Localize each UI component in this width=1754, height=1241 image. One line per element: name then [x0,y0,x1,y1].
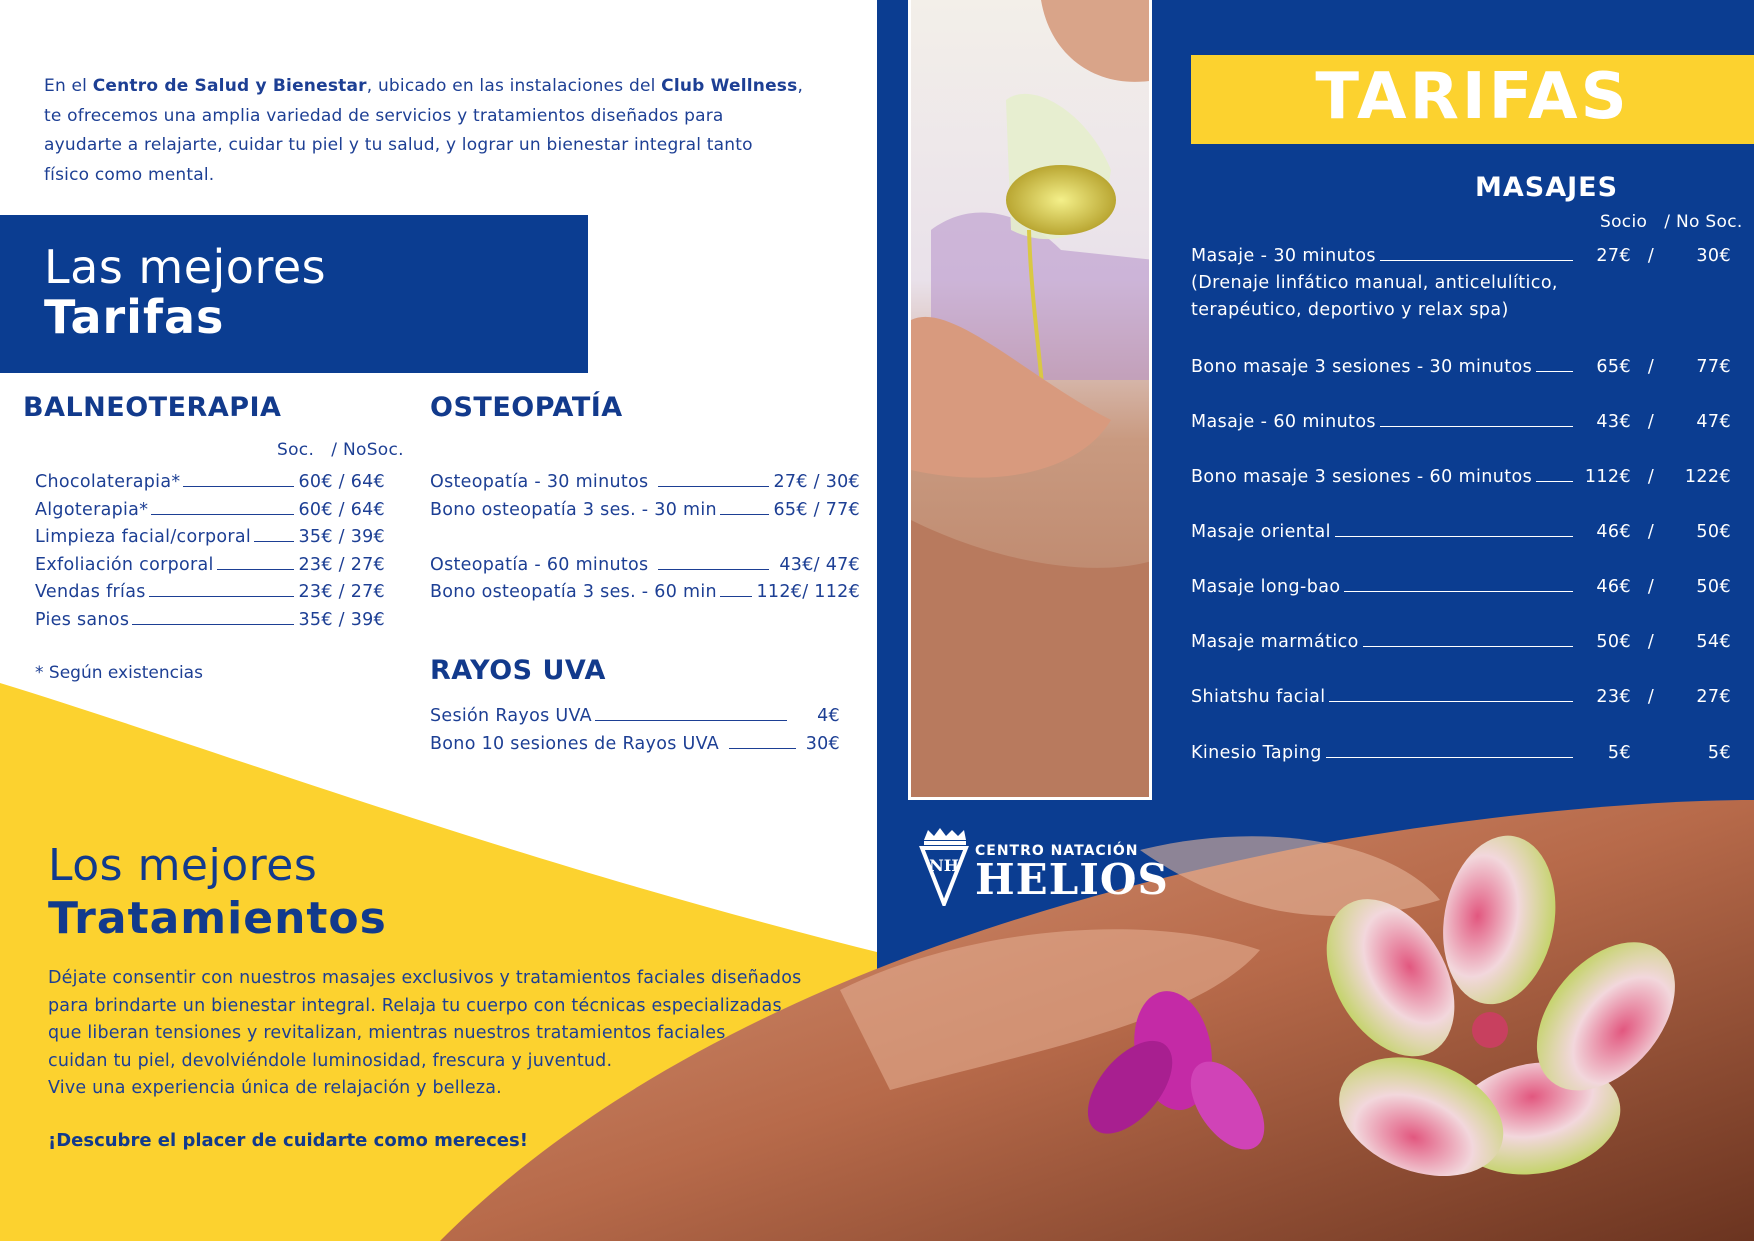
price-separator: / [1647,246,1655,266]
item-price: 43€/ 47€ [779,555,860,575]
item-price: 65€ / 77€ [773,500,860,520]
price-nosocio: 77€ [1696,357,1731,377]
leader-line [658,486,769,487]
item-label: Chocolaterapia* [35,472,181,492]
price-socio: 46€ [1596,577,1631,597]
item-price: 30€ [805,734,840,754]
rayos-uva-title: RAYOS UVA [430,655,606,686]
description-line: (Drenaje linfático manual, anticelulítico, [1191,273,1558,293]
leader-line [132,624,294,625]
best-rates-line1: Las mejores [44,240,327,294]
price-socio: 5€ [1607,743,1631,763]
item-price: 60€ / 64€ [298,500,385,520]
balneoterapia-column-headers: Soc. / NoSoc. [277,440,404,460]
item-price: 60€ / 64€ [298,472,385,492]
item-price: 23€ / 27€ [298,582,385,602]
masaje-item [1191,353,1731,377]
item-label: Masaje marmático [1191,632,1359,652]
item-label: Bono masaje 3 sesiones - 30 minutos [1191,357,1533,377]
price-nosocio: 54€ [1696,632,1731,652]
item-label: Masaje - 60 minutos [1191,412,1376,432]
leader-line [1329,701,1573,702]
price-separator: / [1647,357,1655,377]
intro-line: ayudarte a relajarte, cuidar tu piel y tu salud, y lograr un bienestar integral tanto [44,135,753,155]
leader-line [1363,646,1573,647]
price-socio: 43€ [1596,412,1631,432]
balneoterapia-item [35,496,385,520]
masaje-description [1191,270,1558,324]
price-socio: 46€ [1596,522,1631,542]
price-separator: / [1647,467,1655,487]
osteopatia-item [430,551,860,575]
item-price: 27€ / 30€ [773,472,860,492]
leader-line [149,596,295,597]
leader-line [658,569,769,570]
leader-line [1536,371,1573,372]
price-nosocio: 30€ [1696,246,1731,266]
masaje-item [1191,242,1731,266]
item-label: Pies sanos [35,610,130,630]
item-label: Osteopatía - 60 minutos [430,555,649,575]
treatments-line: Déjate consentir con nuestros masajes exclusivos y tratamientos faciales diseñados [48,968,802,988]
balneoterapia-item [35,578,385,602]
price-nosocio: 47€ [1696,412,1731,432]
tarifas-title: TARIFAS [1315,60,1630,134]
item-price: 112€/ 112€ [756,582,860,602]
price-separator: / [1647,412,1655,432]
item-label: Bono osteopatía 3 ses. - 60 min [430,582,717,602]
balneoterapia-item [35,468,385,492]
osteopatia-item [430,578,860,602]
price-socio: 23€ [1596,687,1631,707]
leader-line [1536,481,1573,482]
price-separator: / [1647,632,1655,652]
crest-monogram: NH [929,856,959,875]
item-price: 4€ [817,706,840,726]
item-label: Vendas frías [35,582,146,602]
masaje-item [1191,628,1731,652]
osteopatia-item [430,496,860,520]
price-socio: 65€ [1596,357,1631,377]
masaje-item [1191,683,1731,707]
leader-line [720,514,770,515]
best-rates-line2: Tarifas [44,290,225,344]
helios-crest-icon [918,826,970,906]
logo-name: HELIOS [975,855,1169,904]
masaje-item [1191,573,1731,597]
masaje-item [1191,518,1731,542]
price-separator: / [1647,687,1655,707]
leader-line [729,748,796,749]
treatments-paragraph [48,965,868,1103]
intro-line: te ofrecemos una amplia variedad de servicios y tratamientos diseñados para [44,105,724,126]
balneoterapia-item [35,523,385,547]
intro-line: físico como mental. [44,164,215,185]
treatments-cta: ¡Descubre el placer de cuidarte como mereces! [48,1130,528,1151]
masaje-item [1191,408,1731,432]
treatments-line: Vive una experiencia única de relajación y belleza. [48,1078,502,1098]
item-label: Bono 10 sesiones de Rayos UVA [430,734,720,754]
masajes-title: MASAJES [1475,172,1619,203]
item-price: 23€ / 27€ [298,555,385,575]
price-separator: / [1647,577,1655,597]
item-label: Kinesio Taping [1191,743,1322,763]
leader-line [595,720,787,721]
osteopatia-title: OSTEOPATÍA [430,392,623,423]
item-price: 35€ / 39€ [298,610,385,630]
intro-bold-club: Club Wellness [661,76,798,96]
treatments-title-line1: Los mejores [48,840,318,891]
item-label: Exfoliación corporal [35,555,214,575]
leader-line [1380,260,1573,261]
leader-line [254,541,294,542]
rayos-uva-item [430,702,840,726]
leader-line [1335,536,1573,537]
masajes-column-headers: Socio / No Soc. [1600,212,1743,232]
price-socio: 112€ [1584,467,1631,487]
balneoterapia-item [35,606,385,630]
item-label: Algoterapia* [35,500,149,520]
item-label: Bono osteopatía 3 ses. - 30 min [430,500,717,520]
logo-subtitle: CENTRO NATACIÓN [975,843,1139,859]
leader-line [1326,757,1573,758]
leader-line [720,596,753,597]
intro-text: En el [44,76,93,96]
item-label: Osteopatía - 30 minutos [430,472,649,492]
masaje-item [1191,463,1731,487]
intro-bold-center: Centro de Salud y Bienestar [92,76,367,96]
treatments-line: para brindarte un bienestar integral. Relaja tu cuerpo con técnicas especializadas [48,995,782,1016]
massage-oil-photo [908,0,1152,800]
availability-note: * Según existencias [35,663,203,683]
leader-line [151,514,294,515]
price-nosocio: 50€ [1696,577,1731,597]
item-label: Masaje oriental [1191,522,1331,542]
item-label: Masaje long-bao [1191,577,1341,597]
price-nosocio: 50€ [1696,522,1731,542]
leader-line [183,486,294,487]
item-price: 35€ / 39€ [298,527,385,547]
item-label: Shiatshu facial [1191,687,1326,707]
item-label: Masaje - 30 minutos [1191,246,1376,266]
price-socio: 27€ [1596,246,1631,266]
intro-text: , [797,76,804,96]
item-label: Bono masaje 3 sesiones - 60 minutos [1191,467,1533,487]
price-nosocio: 122€ [1684,467,1731,487]
item-label: Limpieza facial/corporal [35,527,252,547]
treatments-line: que liberan tensiones y revitalizan, mientras nuestros tratamientos faciales [48,1023,726,1043]
leader-line [1380,426,1573,427]
treatments-line: cuidan tu piel, devolviéndole luminosidad, frescura y juventud. [48,1050,613,1071]
price-separator: / [1647,522,1655,542]
balneoterapia-item [35,551,385,575]
description-line: terapéutico, deportivo y relax spa) [1191,300,1509,320]
masaje-item [1191,739,1731,763]
intro-paragraph [44,72,844,190]
osteopatia-item [430,468,860,492]
treatments-title-line2: Tratamientos [48,893,387,944]
intro-text: , ubicado en las instalaciones del [366,76,662,96]
price-socio: 50€ [1596,632,1631,652]
price-nosocio: 5€ [1707,743,1731,763]
leader-line [217,569,295,570]
leader-line [1344,591,1573,592]
rayos-uva-item [430,730,840,754]
item-label: Sesión Rayos UVA [430,706,592,726]
balneoterapia-title: BALNEOTERAPIA [23,392,282,423]
price-nosocio: 27€ [1696,687,1731,707]
